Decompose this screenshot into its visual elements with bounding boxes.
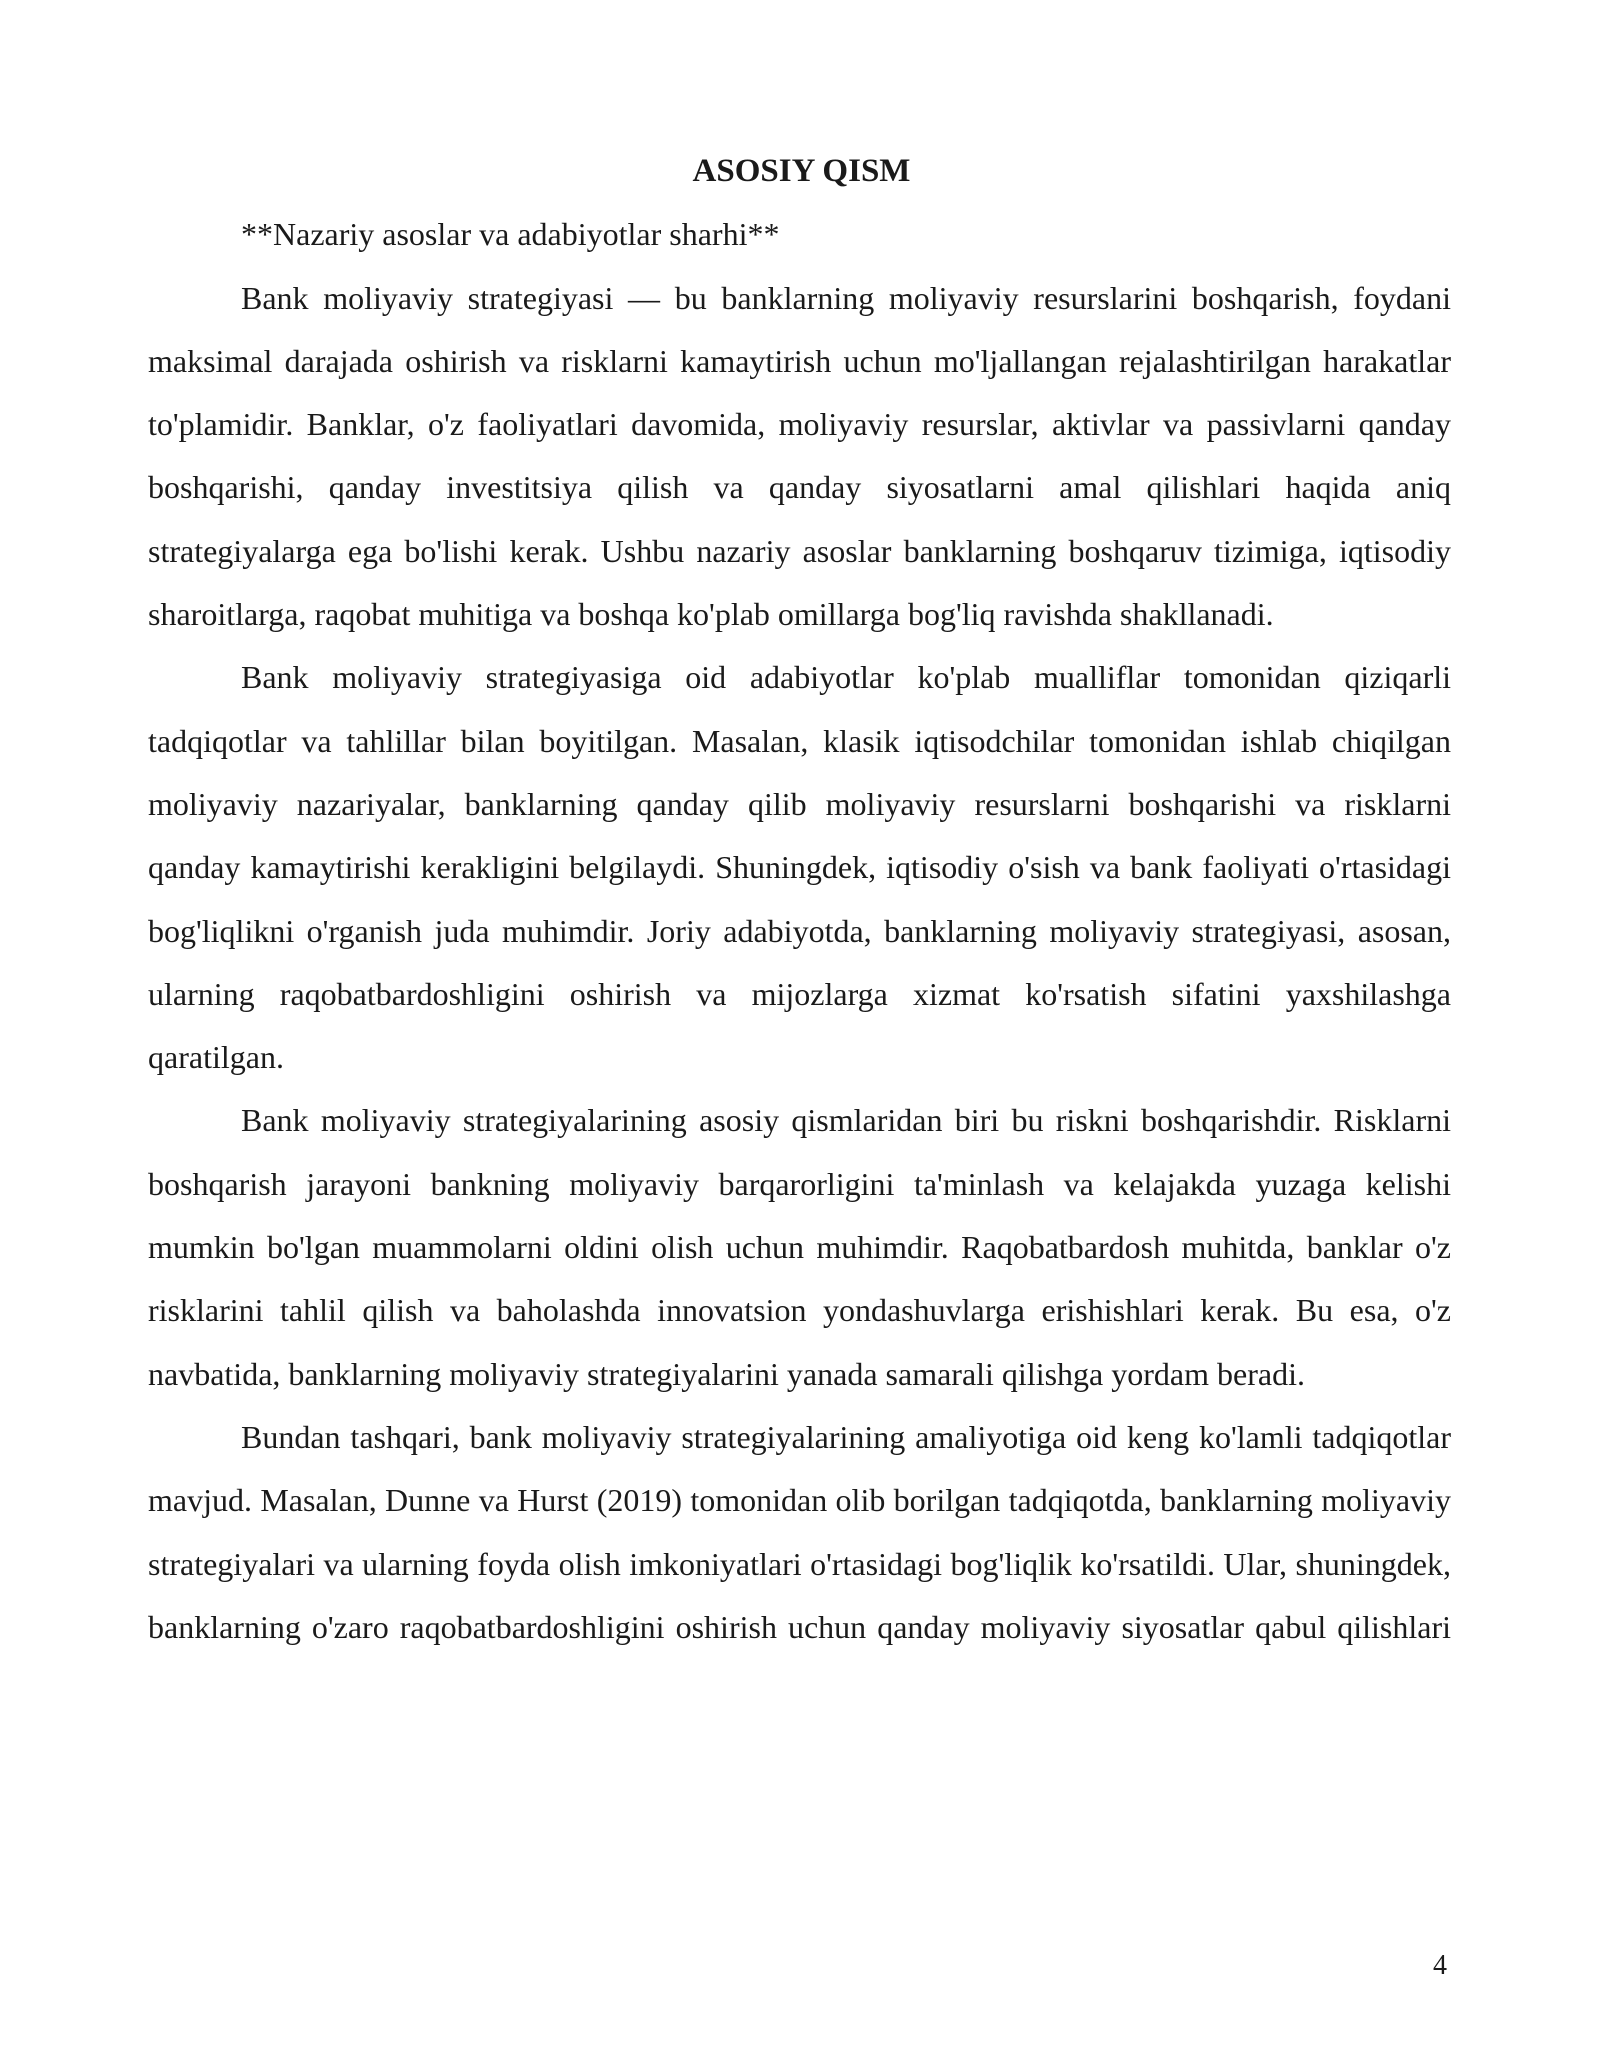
page-number: 4 [1433, 1950, 1447, 1981]
body-paragraph: Bundan tashqari, bank moliyaviy strategiyalarining amaliyotiga oid keng ko'lamli tadqiqotlar mavjud. Masalan, Dunne va Hurst (2019) tomonidan olib borilgan tadqiqotda, banklarning moliyaviy strategiyalari va ularning foyda olish imkoniyatlari o'rtasidagi bog'liqlik ko'rsatildi. Ular, shuningdek, banklarning o'zaro raqobatbardoshligini oshirish uchun qanday moliyaviy siyosatlar qabul qilishlari [148, 1418, 1451, 1645]
body-paragraph: Bank moliyaviy strategiyasiga oid adabiyotlar ko'plab mualliflar tomonidan qiziqarli tadqiqotlar va tahlillar bilan boyitilgan. Masalan, klasik iqtisodchilar tomonidan ishlab chiqilgan moliyaviy nazariyalar, banklarning qanday qilib moliyaviy resurslarni boshqarishi va risklarni qanday kamaytirishi kerakligini belgilaydi. Shuningdek, iqtisodiy o'sish va bank faoliyati o'rtasidagi bog'liqlikni o'rganish juda muhimdir. Joriy adabiyotda, banklarning moliyaviy strategiyasi, asosan, ularning raqobatbardoshligini oshirish va mijozlarga xizmat ko'rsatish sifatini yaxshilashga qaratilgan. [148, 659, 1451, 1076]
document-page [148, 140, 1451, 1659]
body-paragraph: Bank moliyaviy strategiyasi — bu banklarning moliyaviy resurslarini boshqarish, foydani maksimal darajada oshirish va risklarni kamaytirish uchun mo'ljallangan rejalashtirilgan harakatlar to'plamidir. Banklar, o'z faoliyatlari davomida, moliyaviy resurslar, aktivlar va passivlarni qanday boshqarishi, qanday investitsiya qilish va qanday siyosatlarni amal qilishlari haqida aniq strategiyalarga ega bo'lishi kerak. Ushbu nazariy asoslar banklarning boshqaruv tizimiga, iqtisodiy sharoitlarga, raqobat muhitiga va boshqa ko'plab omillarga bog'liq ravishda shakllanadi. [148, 279, 1451, 633]
section-heading: ASOSIY QISM [692, 153, 911, 189]
body-paragraph: Bank moliyaviy strategiyalarining asosiy qismlaridan biri bu riskni boshqarishdir. Risklarni boshqarish jarayoni bankning moliyaviy barqarorligini ta'minlash va kelajakda yuzaga kelishi mumkin bo'lgan muammolarni oldini olish uchun muhimdir. Raqobatbardosh muhitda, banklar o'z risklarini tahlil qilish va baholashda innovatsion yondashuvlarga erishishlari kerak. Bu esa, o'z navbatida, banklarning moliyaviy strategiyalarini yanada samarali qilishga yordam beradi. [148, 1102, 1451, 1392]
subsection-heading: **Nazariy asoslar va adabiyotlar sharhi** [241, 216, 780, 253]
